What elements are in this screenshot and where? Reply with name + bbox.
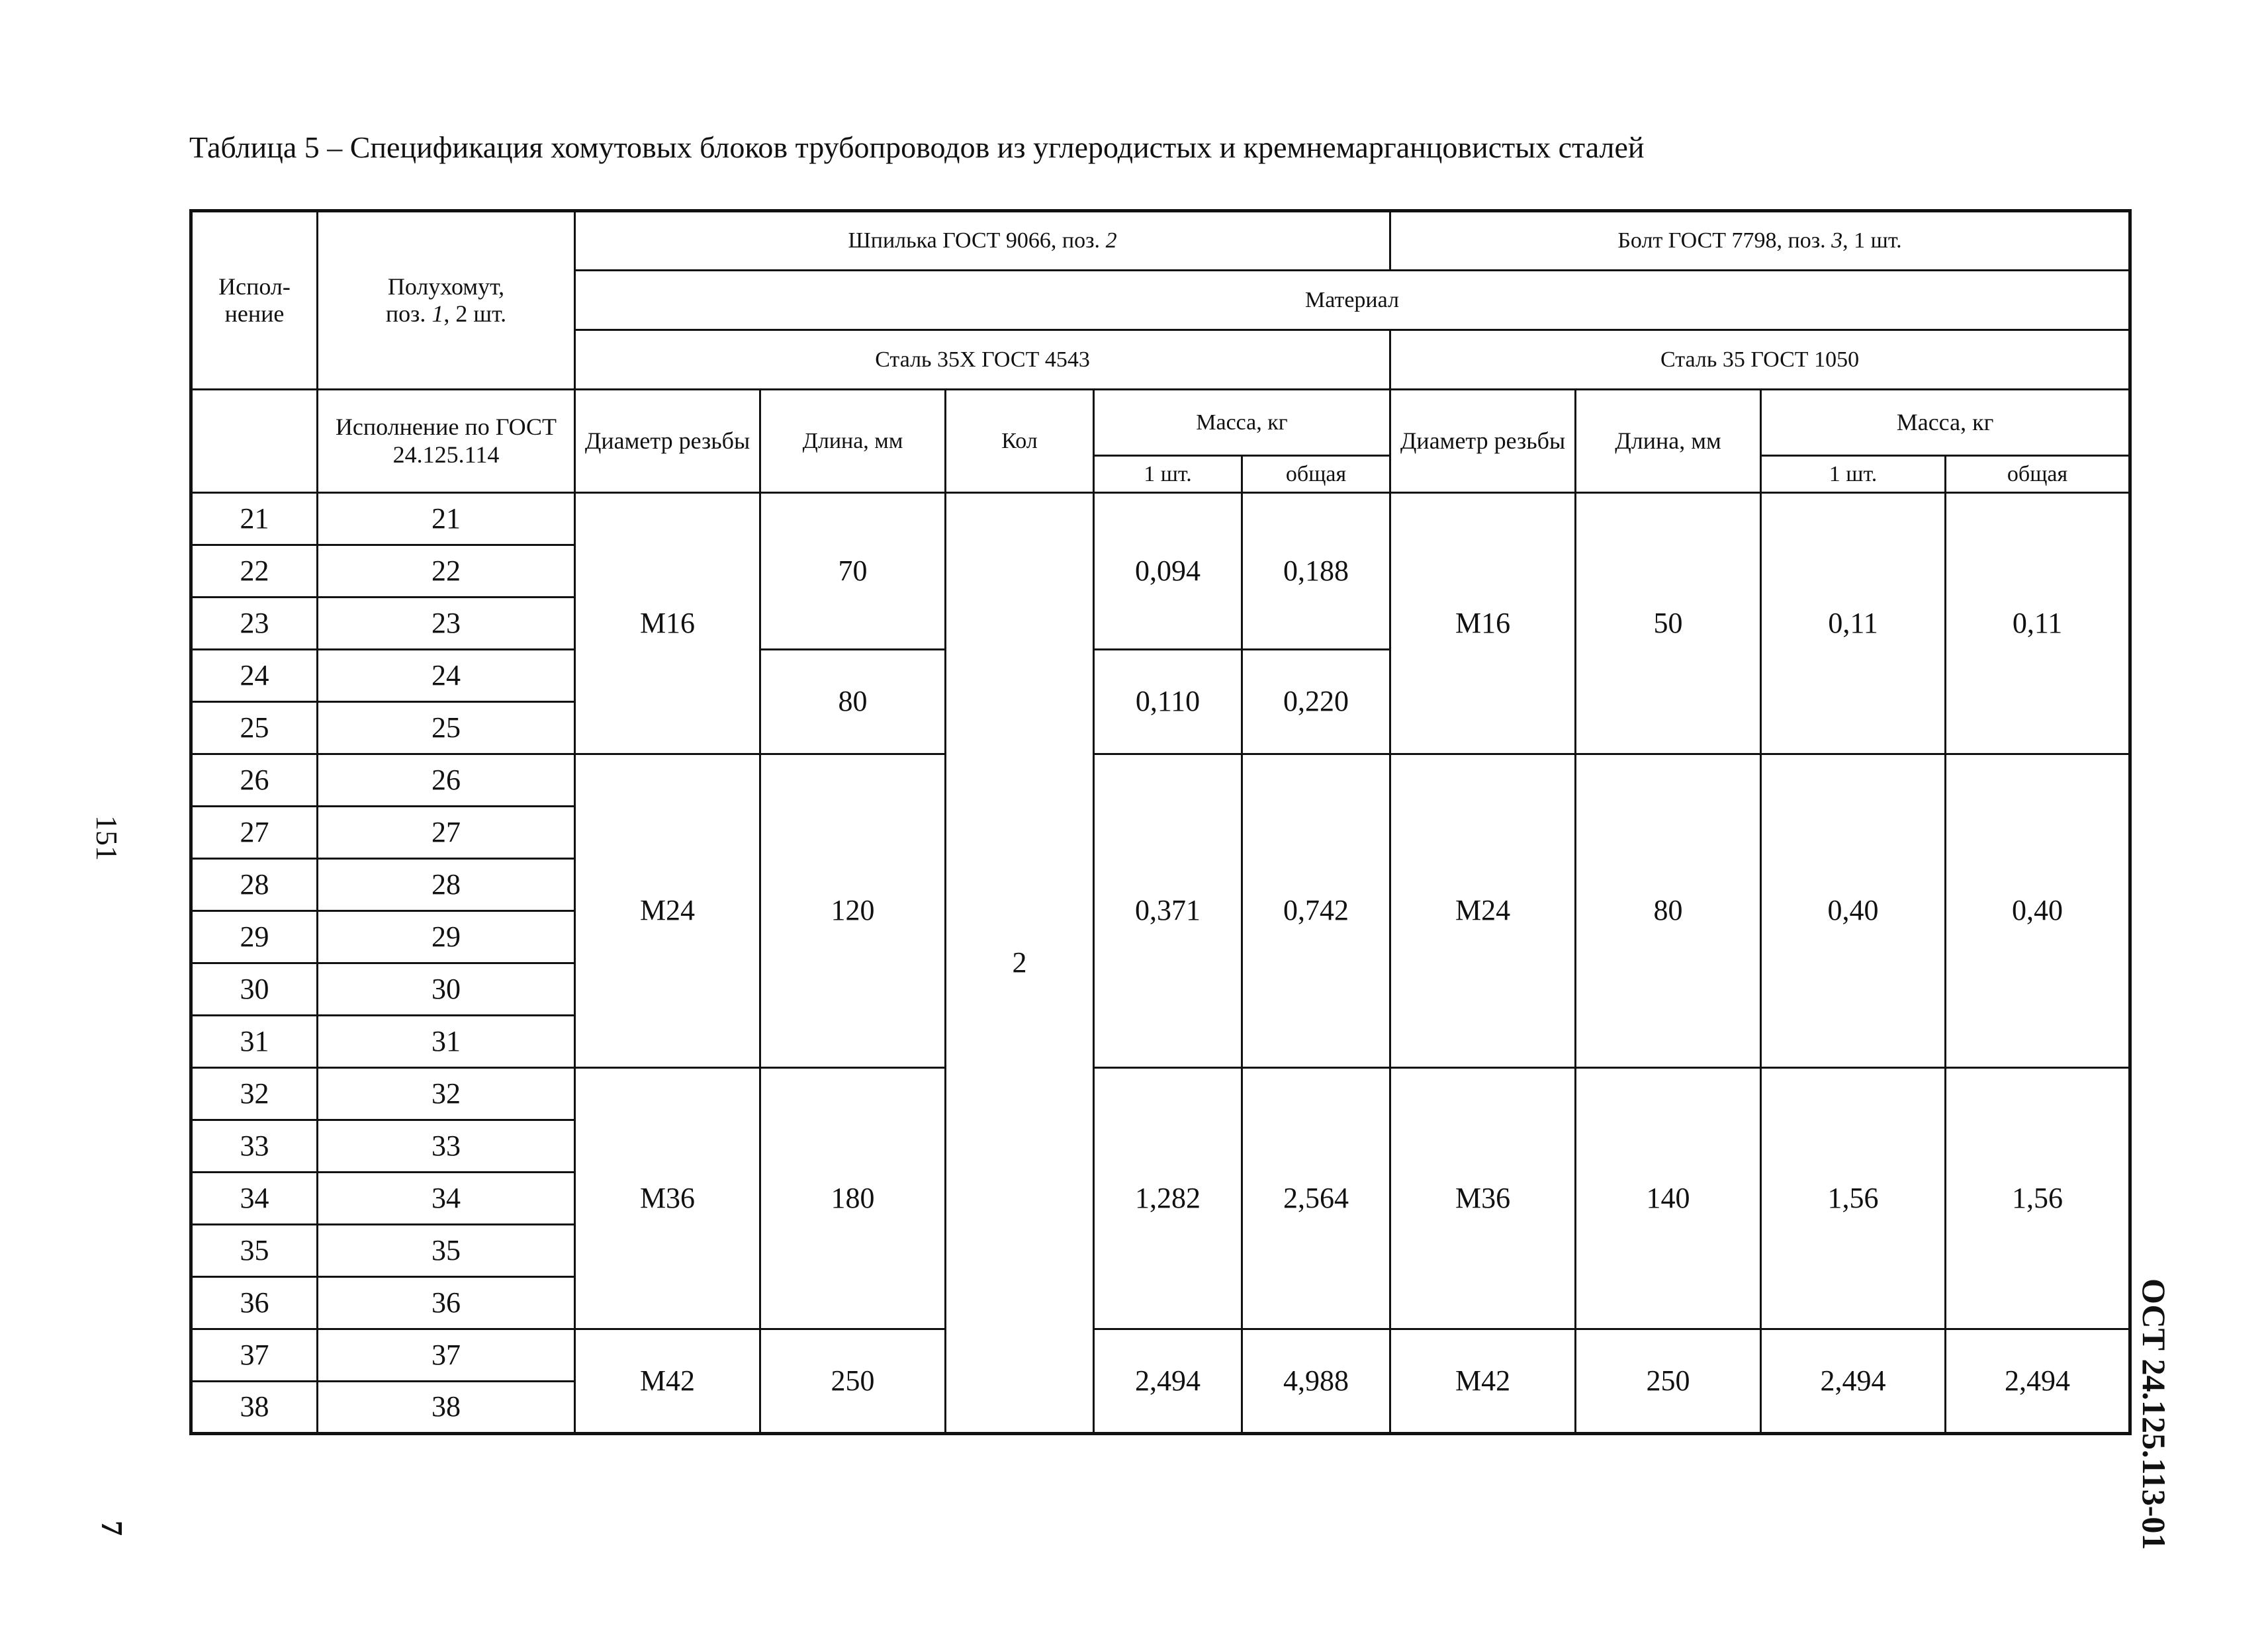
table-title: Таблица 5 – Спецификация хомутовых блоков трубопроводов из углеродистых и кремнемарганцовистых сталей bbox=[189, 130, 1645, 164]
cell-ispolnenie: 26 bbox=[191, 754, 318, 807]
cell-ispolnenie: 23 bbox=[191, 598, 318, 650]
cell-ispolnenie-gost: 26 bbox=[318, 754, 575, 807]
header-shpilka bbox=[575, 211, 1390, 271]
header-bolt-sht1: 1 шт. bbox=[1761, 456, 1946, 493]
cell-bolt-massa-1sht: 2,494 bbox=[1761, 1329, 1946, 1434]
cell-ispolnenie: 35 bbox=[191, 1225, 318, 1277]
cell-ispolnenie-gost: 30 bbox=[318, 963, 575, 1016]
cell-ispolnenie-gost: 27 bbox=[318, 807, 575, 859]
header-bolt-text: Болт ГОСТ 7798, поз. bbox=[1617, 228, 1832, 253]
cell-ispolnenie: 29 bbox=[191, 911, 318, 963]
cell-shp-diametr: M42 bbox=[575, 1329, 760, 1434]
cell-bolt-dlina: 50 bbox=[1576, 493, 1761, 754]
header-material: Материал bbox=[575, 271, 2130, 330]
cell-bolt-dlina: 140 bbox=[1576, 1068, 1761, 1329]
cell-shp-massa-total: 0,188 bbox=[1242, 493, 1390, 650]
cell-shp-dlina: 250 bbox=[760, 1329, 946, 1434]
header-bolt bbox=[1390, 211, 2130, 271]
cell-shp-massa-total: 0,742 bbox=[1242, 754, 1390, 1068]
header-poluhomut-qty: , 2 шт. bbox=[443, 300, 507, 327]
header-bolt-qty: , 1 шт. bbox=[1842, 228, 1902, 253]
table-row bbox=[191, 1329, 2130, 1382]
header-shpilka-pos: 2 bbox=[1105, 228, 1117, 253]
cell-ispolnenie: 25 bbox=[191, 702, 318, 754]
cell-ispolnenie-gost: 35 bbox=[318, 1225, 575, 1277]
cell-ispolnenie: 38 bbox=[191, 1382, 318, 1434]
header-kol: Кол bbox=[946, 390, 1094, 493]
cell-shp-diametr: M24 bbox=[575, 754, 760, 1068]
table-row bbox=[191, 1068, 2130, 1120]
table-row bbox=[191, 754, 2130, 807]
header-shp-diametr: Диаметр резьбы bbox=[575, 390, 760, 493]
cell-bolt-diametr: M16 bbox=[1390, 493, 1576, 754]
header-shp-sht1: 1 шт. bbox=[1094, 456, 1242, 493]
header-bolt-obshaya: общая bbox=[1946, 456, 2130, 493]
cell-bolt-dlina: 250 bbox=[1576, 1329, 1761, 1434]
sheet-number: 7 bbox=[95, 1521, 129, 1536]
cell-ispolnenie-gost: 32 bbox=[318, 1068, 575, 1120]
header-poluhomut-pos-prefix: поз. bbox=[385, 300, 432, 327]
cell-shp-dlina: 180 bbox=[760, 1068, 946, 1329]
cell-shp-massa-total: 2,564 bbox=[1242, 1068, 1390, 1329]
cell-ispolnenie-gost: 23 bbox=[318, 598, 575, 650]
header-stal-shpilka: Сталь 35Х ГОСТ 4543 bbox=[575, 330, 1390, 390]
cell-bolt-diametr: M24 bbox=[1390, 754, 1576, 1068]
cell-shp-massa-1sht: 0,094 bbox=[1094, 493, 1242, 650]
cell-ispolnenie-gost: 37 bbox=[318, 1329, 575, 1382]
table-header bbox=[191, 211, 2130, 493]
cell-ispolnenie: 28 bbox=[191, 859, 318, 911]
cell-bolt-diametr: M36 bbox=[1390, 1068, 1576, 1329]
cell-shp-massa-total: 0,220 bbox=[1242, 650, 1390, 754]
cell-ispolnenie-gost: 38 bbox=[318, 1382, 575, 1434]
cell-ispolnenie: 36 bbox=[191, 1277, 318, 1329]
header-shpilka-text: Шпилька ГОСТ 9066, поз. bbox=[848, 228, 1106, 253]
cell-ispolnenie-gost: 29 bbox=[318, 911, 575, 963]
header-ispolnenie: Испол- нение bbox=[191, 211, 318, 390]
cell-bolt-massa-1sht: 1,56 bbox=[1761, 1068, 1946, 1329]
specification-table bbox=[189, 209, 2132, 1435]
cell-bolt-diametr: M42 bbox=[1390, 1329, 1576, 1434]
cell-shp-massa-1sht: 1,282 bbox=[1094, 1068, 1242, 1329]
cell-shp-dlina: 70 bbox=[760, 493, 946, 650]
standard-code: ОСТ 24.125.113-01 bbox=[2136, 1278, 2173, 1550]
header-shp-massa: Масса, кг bbox=[1094, 390, 1390, 456]
cell-ispolnenie-gost: 31 bbox=[318, 1016, 575, 1068]
cell-ispolnenie: 24 bbox=[191, 650, 318, 702]
cell-bolt-dlina: 80 bbox=[1576, 754, 1761, 1068]
cell-ispolnenie-gost: 33 bbox=[318, 1120, 575, 1173]
header-bolt-massa: Масса, кг bbox=[1761, 390, 2130, 456]
header-shp-obshaya: общая bbox=[1242, 456, 1390, 493]
cell-ispolnenie: 32 bbox=[191, 1068, 318, 1120]
cell-shp-massa-total: 4,988 bbox=[1242, 1329, 1390, 1434]
cell-ispolnenie: 30 bbox=[191, 963, 318, 1016]
cell-bolt-massa-total: 0,11 bbox=[1946, 493, 2130, 754]
cell-bolt-massa-1sht: 0,40 bbox=[1761, 754, 1946, 1068]
header-bolt-diametr: Диаметр резьбы bbox=[1390, 390, 1576, 493]
header-ispolnenie-cont bbox=[191, 390, 318, 493]
cell-shp-massa-1sht: 0,371 bbox=[1094, 754, 1242, 1068]
cell-bolt-massa-total: 2,494 bbox=[1946, 1329, 2130, 1434]
cell-ispolnenie: 34 bbox=[191, 1173, 318, 1225]
cell-ispolnenie-gost: 25 bbox=[318, 702, 575, 754]
header-poluhomut-text: Полухомут, bbox=[387, 273, 505, 300]
cell-ispolnenie: 21 bbox=[191, 493, 318, 545]
cell-shp-dlina: 80 bbox=[760, 650, 946, 754]
cell-ispolnenie-gost: 24 bbox=[318, 650, 575, 702]
cell-ispolnenie: 27 bbox=[191, 807, 318, 859]
page-number: 151 bbox=[90, 815, 124, 861]
cell-shp-diametr: M36 bbox=[575, 1068, 760, 1329]
cell-shp-massa-1sht: 0,110 bbox=[1094, 650, 1242, 754]
cell-ispolnenie-gost: 36 bbox=[318, 1277, 575, 1329]
cell-ispolnenie: 37 bbox=[191, 1329, 318, 1382]
cell-ispolnenie-gost: 22 bbox=[318, 545, 575, 598]
cell-shp-dlina: 120 bbox=[760, 754, 946, 1068]
header-ispolnenie-gost: Исполнение по ГОСТ 24.125.114 bbox=[318, 390, 575, 493]
cell-ispolnenie-gost: 21 bbox=[318, 493, 575, 545]
header-poluhomut-pos: 1 bbox=[431, 300, 444, 327]
header-poluhomut bbox=[318, 211, 575, 390]
cell-ispolnenie: 22 bbox=[191, 545, 318, 598]
table-row bbox=[191, 493, 2130, 545]
cell-ispolnenie-gost: 34 bbox=[318, 1173, 575, 1225]
cell-ispolnenie-gost: 28 bbox=[318, 859, 575, 911]
header-stal-bolt: Сталь 35 ГОСТ 1050 bbox=[1390, 330, 2130, 390]
cell-bolt-massa-total: 0,40 bbox=[1946, 754, 2130, 1068]
header-shp-dlina: Длина, мм bbox=[760, 390, 946, 493]
cell-shp-massa-1sht: 2,494 bbox=[1094, 1329, 1242, 1434]
table-body bbox=[191, 493, 2130, 1434]
cell-ispolnenie: 33 bbox=[191, 1120, 318, 1173]
header-bolt-pos: 3 bbox=[1831, 228, 1843, 253]
cell-ispolnenie: 31 bbox=[191, 1016, 318, 1068]
cell-shp-diametr: M16 bbox=[575, 493, 760, 754]
header-bolt-dlina: Длина, мм bbox=[1576, 390, 1761, 493]
cell-bolt-massa-total: 1,56 bbox=[1946, 1068, 2130, 1329]
cell-bolt-massa-1sht: 0,11 bbox=[1761, 493, 1946, 754]
cell-kol: 2 bbox=[946, 493, 1094, 1434]
